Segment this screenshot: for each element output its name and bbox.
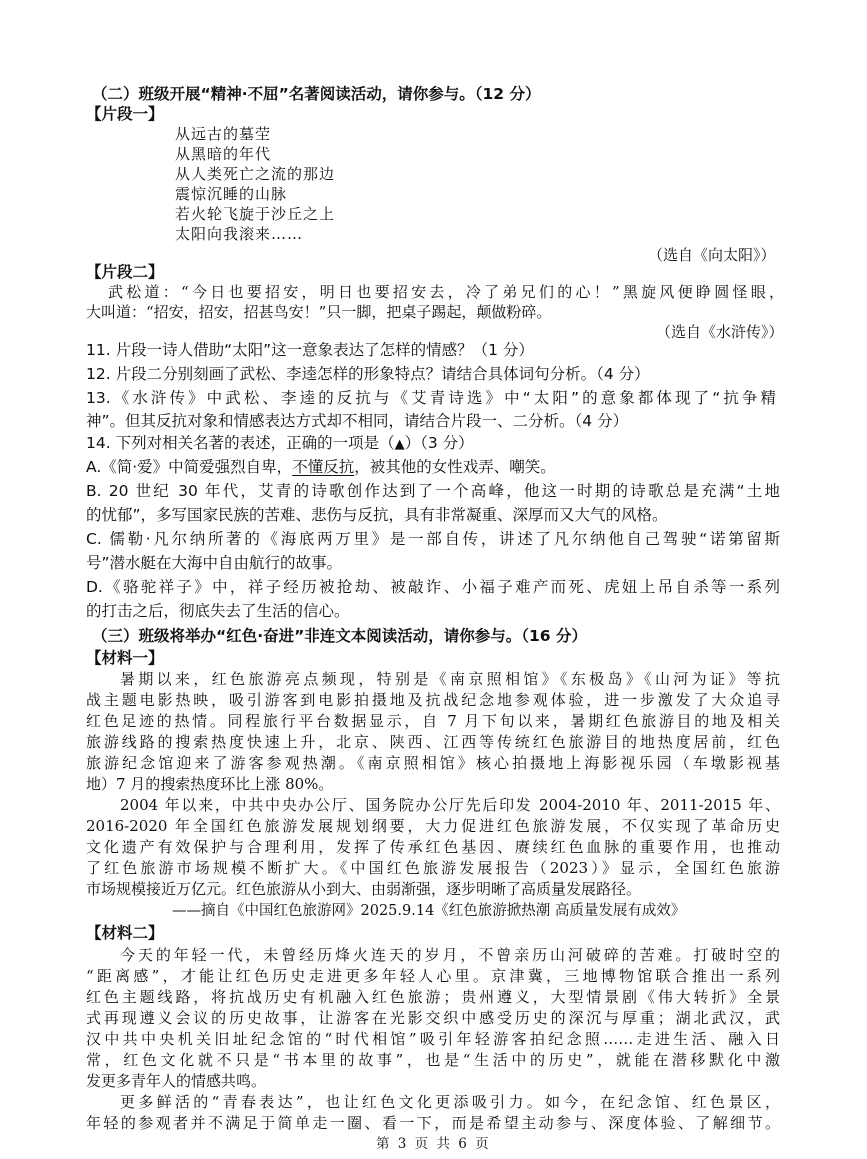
fragment-2-label: 【片段二】 — [86, 263, 164, 281]
question-14-score: ）（3 分） — [404, 434, 474, 452]
option-d: D.《骆驼祥子》中，祥子经历被抢劫、被敲诈、小福子难产而死、虎妞上吊自杀等一系列 — [86, 578, 780, 596]
material-2-text: “距离感”，才能让红色历史走进更多年轻人心里。京津冀，三地博物馆联合推出一系列 — [86, 967, 780, 985]
fragment-2-text: 武松道：“今日也要招安，明日也要招安去，冷了弟兄们的心！”黑旋风便睁圆怪眼， — [108, 283, 784, 301]
material-1-text: 地）7 月的搜索热度环比上涨 80%。 — [86, 775, 334, 793]
material-1-source: ——摘自《中国红色旅游网》2025.9.14《红色旅游掀热潮 高质量发展有成效》 — [172, 903, 686, 919]
question-14 — [86, 433, 474, 455]
question-13: 神”。但其反抗对象和情感表达方式却不相同，请结合片段一、二分析。（4 分） — [86, 412, 629, 430]
material-1-text: 2004 年以来，中共中央办公厅、国务院办公厅先后印发 2004-2010 年、2011-2015 年、 — [120, 796, 780, 814]
material-1-text: 文化遗产有效保护与合理利用，发挥了传承红色基因、赓续红色血脉的重要作用，也推动 — [86, 838, 780, 856]
answer-blank-triangle: ▲ — [394, 437, 405, 452]
option-a-text: ，被其他的女性戏弄、嘲笑。 — [354, 458, 556, 476]
option-c: C. 儒勒·凡尔纳所著的《海底两万里》是一部自传，讲述了凡尔纳他自己驾驶“诺第留斯 — [86, 530, 780, 548]
poem-line: 从远古的墓茔 — [175, 125, 272, 143]
question-13: 13.《水浒传》中武松、李逵的反抗与《艾青诗选》中“太阳”的意象都体现了“抗争精 — [86, 389, 776, 407]
fragment-1-label: 【片段一】 — [86, 105, 164, 123]
material-1-text: 2016-2020 年全国红色旅游发展规划纲要，大力促进红色旅游发展，不仅实现了革命历史 — [86, 817, 780, 835]
option-d: 的打击之后，彻底失去了生活的信心。 — [86, 602, 350, 620]
material-1-text: 暑期以来，红色旅游亮点频现，特别是《南京照相馆》《东极岛》《山河为证》等抗 — [120, 670, 780, 688]
material-1-text: 红色足迹的热情。同程旅行平台数据显示，自 7 月下旬以来，暑期红色旅游目的地及相关 — [86, 712, 780, 730]
option-a — [86, 457, 556, 477]
material-2-text: 常，红色文化就不只是“书本里的故事”，也是“生活中的历史”，就能在潜移默化中激 — [86, 1051, 780, 1069]
material-1-text: 了红色旅游市场规模不断扩大。《中国红色旅游发展报告（2023）》显示，全国红色旅游 — [86, 859, 780, 877]
material-2-text: 发更多青年人的情感共鸣。 — [86, 1072, 267, 1090]
section-3-heading: （三）班级将举办“红色·奋进”非连文本阅读活动，请你参与。（16 分） — [92, 627, 587, 645]
material-2-text: 更多鲜活的“青春表达”，也让红色文化更添吸引力。如今，在纪念馆、红色景区， — [120, 1093, 780, 1111]
material-1-text: 旅游线路的搜索热度快速上升，北京、陕西、江西等传统红色旅游目的地热度居前，红色 — [86, 733, 780, 751]
option-a-underlined: 不懂反抗 — [292, 458, 355, 476]
option-b: 的忧郁”，多写国家民族的苦难、悲伤与反抗，具有非常凝重、深厚而又大气的风格。 — [86, 506, 668, 524]
material-1-label: 【材料一】 — [86, 649, 164, 667]
fragment-2-text: 大叫道：“招安，招安，招甚鸟安！”只一脚，把桌子踢起，颠做粉碎。 — [86, 303, 552, 321]
material-2-text: 汉中共中央机关旧址纪念馆的“时代相馆”吸引年轻游客拍纪念照……走进生活、融入日 — [86, 1030, 780, 1048]
question-14-stem: 14. 下列对相关名著的表述，正确的一项是（ — [86, 434, 395, 452]
poem-line: 震惊沉睡的山脉 — [175, 185, 288, 203]
section-2-heading: （二）班级开展“精神·不屈”名著阅读活动，请你参与。（12 分） — [92, 85, 541, 103]
material-2-text: 年轻的参观者并不满足于简单走一圈、看一下，而是希望主动参与、深度体验、了解细节。 — [86, 1114, 780, 1132]
poem-line: 从人类死亡之流的那边 — [175, 165, 336, 183]
poem-line: 若火轮飞旋于沙丘之上 — [175, 205, 336, 223]
material-2-label: 【材料二】 — [86, 924, 164, 942]
fragment-2-source: （选自《水浒传》） — [656, 323, 784, 341]
question-12: 12. 片段二分别刻画了武松、李逵怎样的形象特点？请结合具体词句分析。（4 分） — [86, 365, 650, 383]
material-1-text: 战主题电影热映，吸引游客到电影拍摄地及抗战纪念地参观体验，进一步激发了大众追寻 — [86, 691, 780, 709]
material-2-text: 红色主题线路，将抗战历史有机融入红色旅游；贵州遵义，大型情景剧《伟大转折》全景 — [86, 988, 780, 1006]
material-2-text: 今天的年轻一代，未曾经历烽火连天的岁月，不曾亲历山河破碎的苦难。打破时空的 — [120, 946, 780, 964]
material-1-text: 旅游纪念馆迎来了游客参观热潮。《南京照相馆》核心拍摄地上海影视乐园（车墩影视基 — [86, 754, 780, 772]
poem-line: 太阳向我滚来…… — [175, 225, 304, 243]
poem-line: 从黑暗的年代 — [175, 145, 272, 163]
material-1-text: 市场规模接近万亿元。红色旅游从小到大、由弱渐强，逐步明晰了高质量发展路径。 — [86, 880, 642, 898]
option-a-text: A.《简·爱》中简爱强烈自卑， — [86, 458, 293, 476]
option-b: B. 20 世纪 30 年代，艾青的诗歌创作达到了一个高峰，他这一时期的诗歌总是充满“土地 — [86, 482, 780, 500]
poem-source: （选自《向太阳》） — [648, 246, 776, 264]
question-11: 11. 片段一诗人借助“太阳”这一意象表达了怎样的情感？（1 分） — [86, 341, 534, 359]
page-number-footer: 第 3 页 共 6 页 — [376, 1136, 491, 1152]
option-c: 号”潜水艇在大海中自由航行的故事。 — [86, 554, 343, 572]
material-2-text: 式再现遵义会议的历史故事，让游客在光影交织中感受历史的深沉与厚重；湖北武汉，武 — [86, 1009, 780, 1027]
